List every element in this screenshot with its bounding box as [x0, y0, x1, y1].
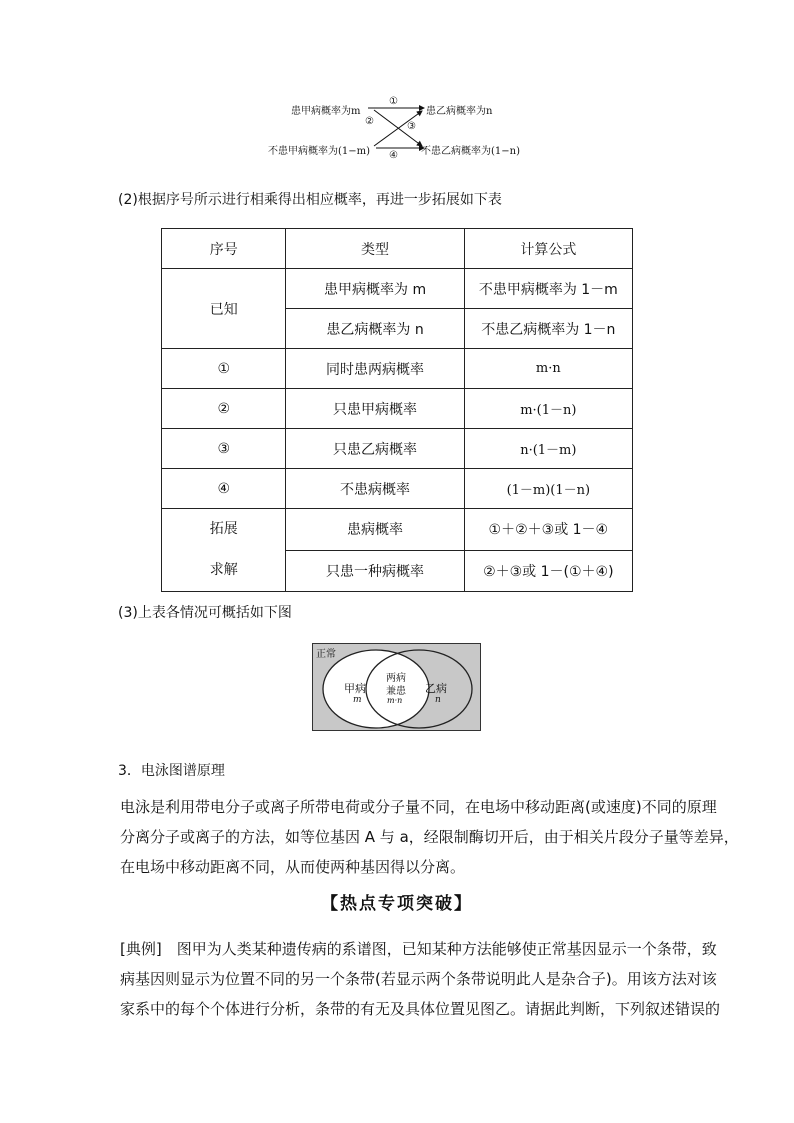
venn-center-line1: 两病 — [386, 673, 406, 684]
text-line: 在电场中移动距离不同，从而使两种基因得以分离。 — [120, 858, 466, 876]
diagram-num-2: ② — [365, 116, 374, 127]
cell-type: 只患甲病概率 — [286, 389, 464, 429]
venn-right-var: n — [435, 695, 441, 705]
diagram-num-3: ③ — [407, 121, 416, 132]
cell-formula: m·(1－n) — [464, 389, 632, 429]
hot-topic-heading: 【热点专项突破】 — [321, 894, 473, 914]
cell-formula: (1－m)(1－n) — [464, 469, 632, 509]
cell-formula: ①＋②＋③或 1－④ — [464, 509, 632, 551]
table-row — [162, 469, 633, 509]
paragraph-2: (2)根据序号所示进行相乘得出相应概率，再进一步拓展如下表 — [118, 192, 502, 208]
text-line: 家系中的每个个体进行分析，条带的有无及具体位置见图乙。请据此判断，下列叙述错误的 — [120, 1000, 721, 1018]
header-index: 序号 — [162, 229, 286, 269]
venn-diagram — [312, 643, 481, 731]
cell-type: 患乙病概率为 n — [286, 309, 464, 349]
extend-label — [162, 509, 286, 592]
text-line: [典例] 图甲为人类某种遗传病的系谱图，已知某种方法能够使正常基因显示一个条带，致 — [120, 940, 717, 958]
table-row — [162, 429, 633, 469]
text-line: 病基因则显示为位置不同的另一个条带(若显示两个条带说明此人是杂合子)。用该方法对该 — [120, 970, 717, 988]
cell-index: ② — [162, 389, 286, 429]
known-label: 已知 — [162, 269, 286, 349]
venn-circle-right — [366, 650, 472, 728]
cell-type: 不患病概率 — [286, 469, 464, 509]
section-3-paragraph — [120, 792, 739, 882]
extend-label-2: 求解 — [209, 562, 238, 578]
probability-table — [161, 228, 633, 592]
cell-formula: n·(1－m) — [464, 429, 632, 469]
text-line: 电泳是利用带电分子或离子所带电荷或分子量不同，在电场中移动距离(或速度)不同的原理 — [120, 798, 717, 816]
cell-index: ③ — [162, 429, 286, 469]
paragraph-3: (3)上表各情况可概括如下图 — [118, 605, 292, 621]
cell-type: 患病概率 — [286, 509, 464, 551]
header-formula: 计算公式 — [464, 229, 632, 269]
diagram-num-4: ④ — [389, 150, 398, 161]
cell-formula: ②＋③或 1－(①＋④) — [464, 550, 632, 592]
cell-index: ④ — [162, 469, 286, 509]
diagram-left-bottom: 不患甲病概率为(1−m) — [268, 146, 371, 157]
diagram-right-bottom: 不患乙病概率为(1−n) — [421, 146, 520, 157]
header-type: 类型 — [286, 229, 464, 269]
venn-left-label: 甲病 — [344, 682, 366, 695]
venn-outer-label: 正常 — [316, 649, 336, 660]
extend-label-1: 拓展 — [209, 521, 238, 537]
cell-formula: m·n — [464, 349, 632, 389]
diagram-arrows — [360, 100, 430, 156]
cell-index: ① — [162, 349, 286, 389]
venn-left-var: m — [353, 695, 362, 705]
venn-center-line2: 兼患 — [386, 686, 406, 697]
cell-formula: 不患甲病概率为 1－m — [464, 269, 632, 309]
cell-type: 同时患两病概率 — [286, 349, 464, 389]
venn-center-var: m·n — [387, 696, 403, 705]
cell-formula: 不患乙病概率为 1－n — [464, 309, 632, 349]
table-row — [162, 509, 633, 551]
table-row — [162, 269, 633, 309]
table-header-row — [162, 229, 633, 269]
section-3-title: 3．电泳图谱原理 — [118, 763, 225, 779]
text-line: 分离分子或离子的方法，如等位基因 A 与 a，经限制酶切开后，由于相关片段分子量等差异， — [120, 828, 739, 846]
venn-right-label: 乙病 — [425, 682, 447, 695]
table-row — [162, 349, 633, 389]
cell-type: 患甲病概率为 m — [286, 269, 464, 309]
diagram-right-top: 患乙病概率为n — [426, 106, 493, 117]
table-row — [162, 389, 633, 429]
example-paragraph — [120, 934, 721, 1024]
diagram-left-top: 患甲病概率为m — [291, 106, 361, 117]
cell-type: 只患一种病概率 — [286, 550, 464, 592]
diagram-num-1: ① — [389, 96, 398, 107]
cell-type: 只患乙病概率 — [286, 429, 464, 469]
